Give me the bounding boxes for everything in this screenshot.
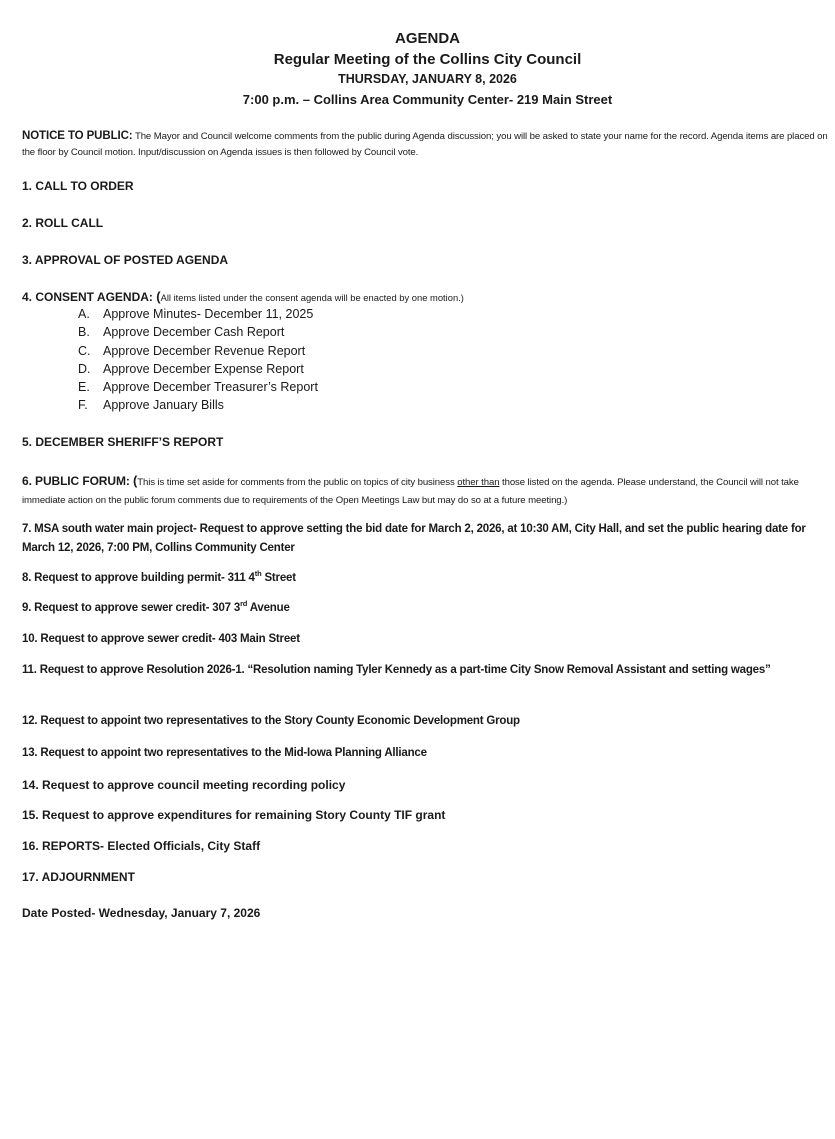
- consent-item-letter: A.: [78, 307, 90, 321]
- item-9-text: 9. Request to approve sewer credit- 307 3: [22, 602, 241, 614]
- consent-item-text: Approve January Bills: [103, 398, 224, 413]
- consent-item-letter: E.: [78, 380, 90, 395]
- item-8-text: 8. Request to approve building permit- 311 4: [22, 572, 255, 584]
- consent-item-text: Approve December Revenue Report: [103, 343, 306, 358]
- consent-item: [78, 396, 318, 414]
- consent-agenda-note: All items listed under the consent agenda will be enacted by one motion.): [160, 292, 464, 303]
- meeting-date: THURSDAY, JANUARY 8, 2026: [338, 72, 517, 86]
- public-forum-text: This is time set aside for comments from the public on topics of city business: [137, 477, 458, 488]
- consent-item-text: Approve December Treasurer’s Report: [103, 380, 318, 395]
- consent-item-letter: B.: [78, 325, 90, 340]
- public-forum-open-paren: (: [132, 473, 138, 488]
- consent-item: [78, 378, 318, 396]
- agenda-item-10: 10. Request to approve sewer credit- 403 Main Street: [22, 633, 300, 645]
- agenda-item-14: 14. Request to approve council meeting recording policy: [22, 778, 346, 792]
- consent-item-letter: F.: [78, 398, 88, 413]
- agenda-item-16: 16. REPORTS- Elected Officials, City Staff: [22, 839, 261, 853]
- agenda-item-13: 13. Request to appoint two representatives to the Mid-Iowa Planning Alliance: [22, 747, 427, 759]
- agenda-item-17: 17. ADJOURNMENT: [22, 870, 135, 884]
- agenda-item-1: 1. CALL TO ORDER: [22, 179, 134, 193]
- agenda-item-6: [22, 472, 834, 510]
- consent-item-letter: D.: [78, 361, 91, 376]
- agenda-item-11: 11. Request to approve Resolution 2026-1. “Resolution naming Tyler Kennedy as a part-time City Snow Removal Assistant and setting wages”: [22, 664, 771, 676]
- agenda-header: [0, 28, 835, 110]
- notice-to-public: [22, 128, 834, 161]
- agenda-title: AGENDA: [394, 30, 460, 47]
- consent-item-text: Approve December Cash Report: [103, 325, 285, 340]
- consent-item: [78, 360, 318, 378]
- consent-agenda-label: 4. CONSENT AGENDA:: [22, 290, 157, 304]
- notice-label: NOTICE TO PUBLIC:: [22, 130, 133, 142]
- public-forum-emphasis: other than: [457, 477, 500, 488]
- consent-item: [78, 323, 318, 341]
- public-forum-label: 6. PUBLIC FORUM:: [22, 474, 133, 488]
- agenda-item-15: 15. Request to approve expenditures for remaining Story County TIF grant: [22, 808, 446, 822]
- agenda-item-5: 5. DECEMBER SHERIFF’S REPORT: [22, 435, 224, 449]
- item-8-text-end: Street: [261, 572, 296, 584]
- item-9-suffix: rd: [240, 599, 248, 609]
- date-posted: Date Posted- Wednesday, January 7, 2026: [22, 906, 261, 920]
- consent-item-letter: C.: [78, 343, 91, 358]
- agenda-item-9: [22, 599, 290, 617]
- item-8-suffix: th: [254, 569, 262, 579]
- meeting-subtitle: Regular Meeting of the Collins City Council: [273, 51, 582, 68]
- consent-agenda-list: [78, 305, 318, 415]
- consent-item: [78, 305, 318, 323]
- agenda-item-7: 7. MSA south water main project- Request to approve setting the bid date for March 2, 2026, at 10:30 AM, City Hall, and set the public hearing date for March 12, 2026, 7:00 PM, Collins Community Center: [22, 523, 806, 554]
- meeting-time-location: 7:00 p.m. – Collins Area Community Center- 219 Main Street: [242, 92, 613, 107]
- item-9-text-end: Avenue: [247, 602, 290, 614]
- consent-item-text: Approve December Expense Report: [103, 361, 304, 376]
- agenda-item-3: 3. APPROVAL OF POSTED AGENDA: [22, 253, 229, 267]
- agenda-item-12: 12. Request to appoint two representatives to the Story County Economic Development Group: [22, 715, 520, 727]
- consent-item-text: Approve Minutes- December 11, 2025: [103, 307, 314, 321]
- public-forum-text-cont: those listed on the agenda. Please understand, the Council will not take immediate action on the public forum comments due to requirements of the Open Meetings Law but may do so at a future meeting.): [22, 477, 799, 506]
- agenda-item-2: 2. ROLL CALL: [22, 216, 104, 230]
- consent-item: [78, 342, 318, 360]
- agenda-item-8: [22, 569, 296, 587]
- consent-open-paren: (: [156, 289, 161, 304]
- notice-text: The Mayor and Council welcome comments from the public during Agenda discussion; you will be asked to state your name for the record. Agenda items are placed on the floor by Council motion. Input/discussion on Agenda issues is then followed by Council vote.: [22, 131, 828, 158]
